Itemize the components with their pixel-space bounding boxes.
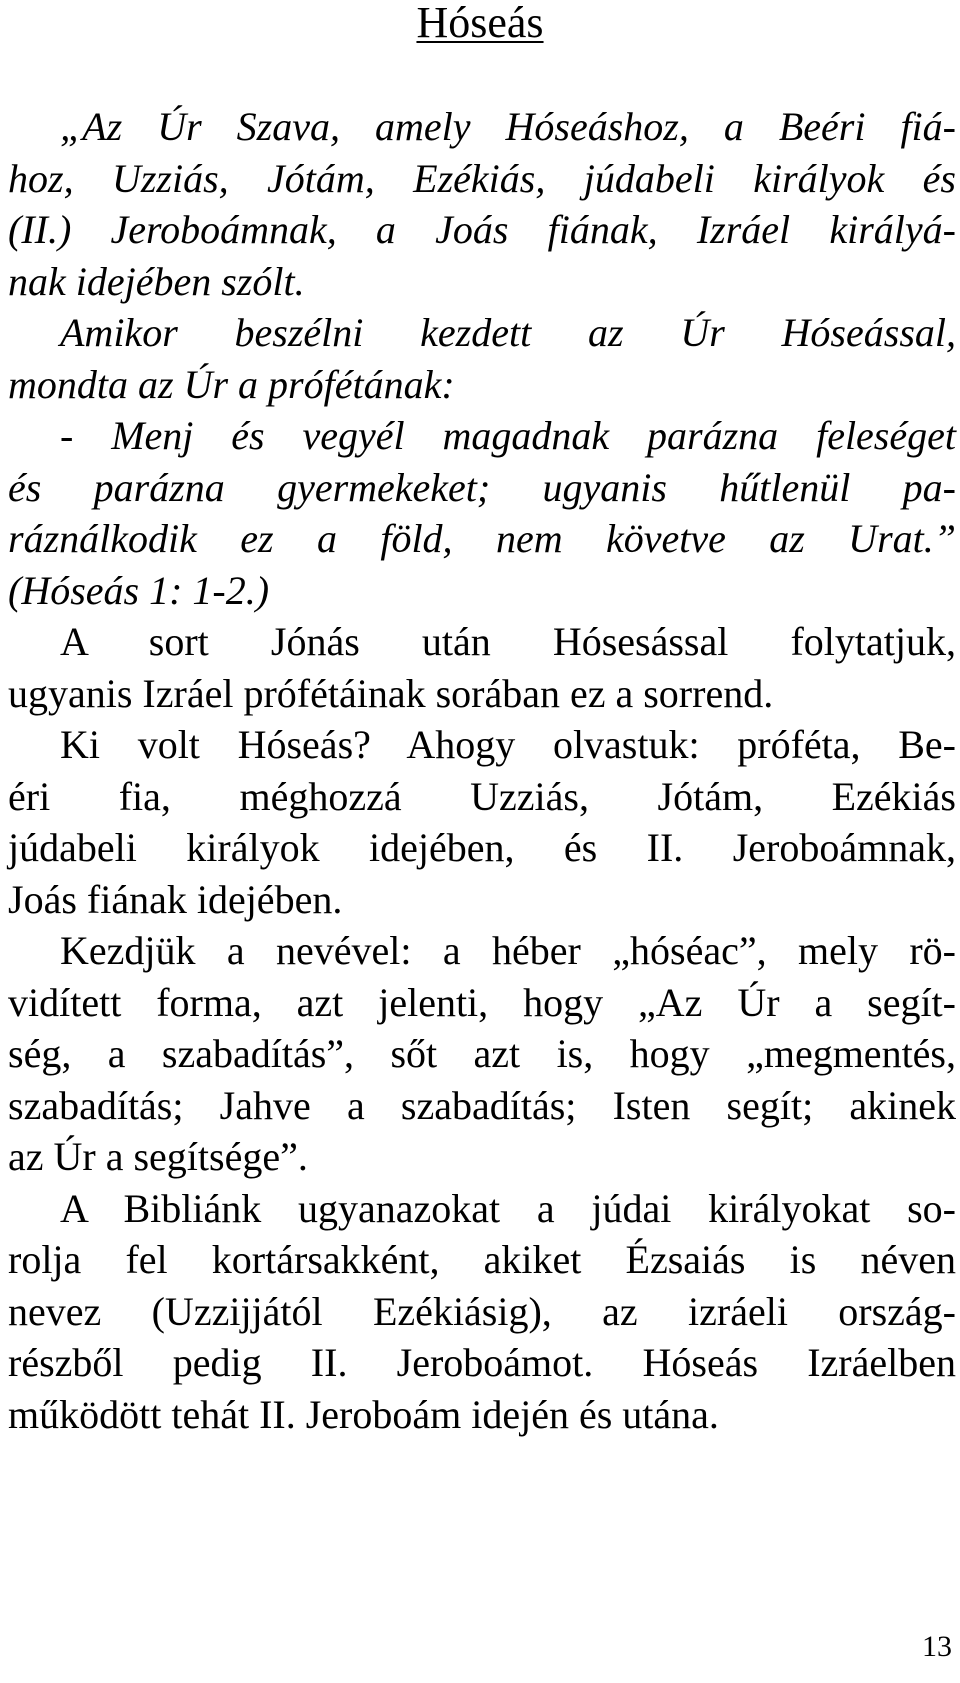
text-line: nevez (Uzzijjától Ezékiásig), az izráeli ország- — [8, 1288, 956, 1334]
text-line: júdabeli királyok idejében, és II. Jeroboámnak, — [8, 825, 956, 870]
quote-line: - Menj és vegyél magadnak parázna feleséget — [60, 413, 956, 458]
text-line: ség, a szabadítás”, sőt azt is, hogy „megmentés, — [8, 1031, 956, 1076]
text-line: az Úr a segítsége”. — [8, 1134, 308, 1179]
text-line: rolja fel kortársakként, akiket Ézsaiás is néven — [8, 1237, 956, 1282]
text-line: működött tehát II. Jeroboám idején és utána. — [8, 1391, 719, 1437]
page-title: Hóseás — [416, 0, 544, 47]
quote-line: „Az Úr Szava, amely Hóseáshoz, a Beéri fiá- — [60, 104, 956, 149]
text-line: Kezdjük a nevével: a héber „hóséac”, mely rö- — [60, 928, 956, 973]
quote-line: hoz, Uzziás, Jótám, Ezékiás, júdabeli királyok és — [8, 155, 956, 201]
quote-line: ráználkodik ez a föld, nem követve az Urat.” — [8, 516, 956, 561]
text-line: Ki volt Hóseás? Ahogy olvastuk: próféta, Be- — [60, 722, 956, 767]
quote-line: mondta az Úr a prófétának: — [8, 361, 455, 407]
quote-line: és parázna gyermekeket; ugyanis hűtlenül pa- — [8, 464, 956, 510]
text-line: részből pedig II. Jeroboámot. Hóseás Izráelben — [8, 1340, 956, 1385]
text-line: szabadítás; Jahve a szabadítás; Isten segít; akinek — [8, 1082, 956, 1128]
text-line: ugyanis Izráel prófétáinak sorában ez a sorrend. — [8, 670, 774, 716]
quote-line: (Hóseás 1: 1-2.) — [8, 567, 270, 613]
text-line: A sort Jónás után Hósesással folytatjuk, — [60, 619, 956, 664]
quote-line: Amikor beszélni kezdett az Úr Hóseással, — [60, 310, 956, 355]
text-line: vidített forma, azt jelenti, hogy „Az Úr a segít- — [8, 979, 956, 1025]
text-line: Joás fiának idejében. — [8, 876, 343, 922]
page-number: 13 — [922, 1630, 952, 1663]
quote-line: nak idejében szólt. — [8, 258, 305, 304]
body-text — [8, 101, 956, 1440]
text-line: A Bibliánk ugyanazokat a júdai királyokat so- — [60, 1185, 956, 1231]
quote-line: (II.) Jeroboámnak, a Joás fiának, Izráel királyá- — [8, 207, 956, 252]
text-line: éri fia, méghozzá Uzziás, Jótám, Ezékiás — [8, 773, 956, 819]
